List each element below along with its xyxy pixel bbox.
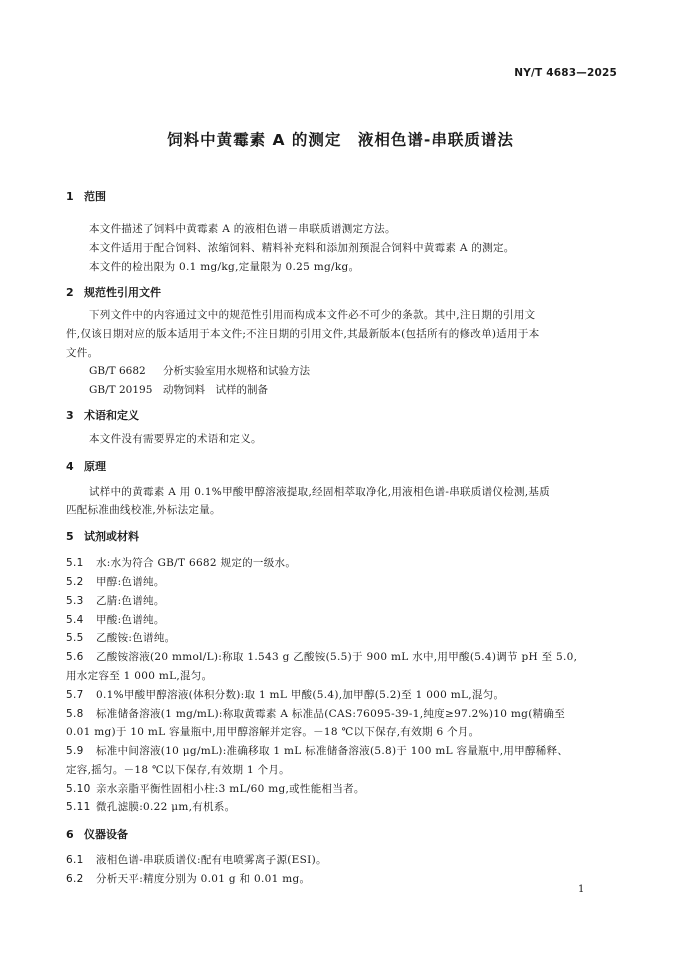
clause-text: 乙酸铵:色谱纯。 bbox=[96, 632, 176, 644]
clause-number: 5.2 bbox=[66, 576, 84, 588]
list-item bbox=[66, 630, 175, 645]
clause-number: 5.10 bbox=[66, 783, 91, 795]
clause-number: 5.4 bbox=[66, 614, 84, 626]
section-title: 仪器设备 bbox=[84, 828, 128, 841]
section-number: 6 bbox=[66, 828, 74, 841]
section-number: 5 bbox=[66, 530, 74, 543]
clause-text: 水:水为符合 GB/T 6682 规定的一级水。 bbox=[96, 557, 297, 569]
clause-text: 亲水亲脂平衡性固相小柱:3 mL/60 mg,或性能相当者。 bbox=[96, 783, 365, 795]
list-item bbox=[66, 799, 235, 814]
section-heading-5 bbox=[66, 528, 139, 544]
clause-continuation: 用水定容至 1 000 mL,混匀。 bbox=[66, 670, 213, 682]
clause-number: 5.1 bbox=[66, 557, 84, 569]
paragraph-line: 匹配标准曲线校准,外标法定量。 bbox=[66, 504, 221, 516]
paragraph-line: 文件。 bbox=[66, 347, 99, 359]
list-item bbox=[66, 706, 565, 721]
section-title: 范围 bbox=[84, 190, 106, 203]
section-title: 试剂或材料 bbox=[84, 530, 139, 543]
clause-continuation: 定容,摇匀。－18 ℃以下保存,有效期 1 个月。 bbox=[66, 764, 290, 776]
clause-continuation: 0.01 mg)于 10 mL 容量瓶中,用甲醇溶解并定容。－18 ℃以下保存,有效期 6 个月。 bbox=[66, 726, 480, 738]
clause-number: 5.7 bbox=[66, 689, 84, 701]
clause-text: 分析天平:精度分别为 0.01 g 和 0.01 mg。 bbox=[96, 873, 311, 885]
clause-number: 5.11 bbox=[66, 801, 91, 813]
section-number: 3 bbox=[66, 409, 74, 422]
reference-code: GB/T 6682 bbox=[89, 365, 146, 377]
section-heading-3 bbox=[66, 407, 139, 423]
clause-text: 标准中间溶液(10 μg/mL):准确移取 1 mL 标准储备溶液(5.8)于 100 mL 容量瓶中,用甲醇稀释、 bbox=[96, 745, 569, 757]
section-heading-2 bbox=[66, 284, 161, 300]
clause-text: 液相色谱-串联质谱仪:配有电喷雾离子源(ESI)。 bbox=[96, 854, 327, 866]
paragraph-line: 试样中的黄霉素 A 用 0.1%甲酸甲醇溶液提取,经固相萃取净化,用液相色谱-串联质谱仪检测,基质 bbox=[89, 486, 551, 498]
clause-text: 微孔滤膜:0.22 μm,有机系。 bbox=[96, 801, 236, 813]
clause-text: 乙腈:色谱纯。 bbox=[96, 595, 165, 607]
clause-text: 甲醇:色谱纯。 bbox=[96, 576, 165, 588]
section-heading-6 bbox=[66, 826, 128, 842]
clause-number: 5.6 bbox=[66, 651, 84, 663]
reference-code: GB/T 20195 bbox=[89, 384, 153, 396]
list-item bbox=[66, 743, 568, 758]
clause-text: 0.1%甲酸甲醇溶液(体积分数):取 1 mL 甲酸(5.4),加甲醇(5.2)至 1 000 mL,混匀。 bbox=[96, 689, 505, 701]
page-number: 1 bbox=[578, 884, 585, 895]
section-title: 规范性引用文件 bbox=[84, 286, 161, 299]
paragraph: 本文件描述了饲料中黄霉素 A 的液相色谱－串联质谱测定方法。 bbox=[89, 223, 396, 235]
section-heading-1 bbox=[66, 188, 106, 204]
normative-reference bbox=[89, 363, 310, 378]
reference-title: 动物饲料 试样的制备 bbox=[163, 384, 268, 396]
normative-reference bbox=[89, 382, 268, 397]
paragraph-line: 件,仅该日期对应的版本适用于本文件;不注日期的引用文件,其最新版本(包括所有的修改单)适用于本 bbox=[66, 328, 540, 340]
list-item bbox=[66, 687, 504, 702]
list-item bbox=[66, 574, 165, 589]
reference-title: 分析实验室用水规格和试验方法 bbox=[163, 365, 310, 377]
list-item bbox=[66, 593, 165, 608]
clause-number: 5.3 bbox=[66, 595, 84, 607]
section-number: 1 bbox=[66, 190, 74, 203]
clause-number: 5.5 bbox=[66, 632, 84, 644]
standard-number: NY/T 4683—2025 bbox=[514, 67, 617, 79]
list-item bbox=[66, 781, 365, 796]
clause-number: 6.1 bbox=[66, 854, 84, 866]
paragraph: 本文件没有需要界定的术语和定义。 bbox=[89, 433, 262, 445]
section-number: 4 bbox=[66, 460, 74, 473]
paragraph: 本文件适用于配合饲料、浓缩饲料、精料补充料和添加剂预混合饲料中黄霉素 A 的测定。 bbox=[89, 242, 515, 254]
section-heading-4 bbox=[66, 458, 106, 474]
clause-text: 乙酸铵溶液(20 mmol/L):称取 1.543 g 乙酸铵(5.5)于 900 mL 水中,用甲酸(5.4)调节 pH 至 5.0, bbox=[96, 651, 578, 663]
list-item bbox=[66, 649, 577, 664]
document-title: 饲料中黄霉素 A 的测定 液相色谱-串联质谱法 bbox=[167, 131, 514, 149]
section-title: 术语和定义 bbox=[84, 409, 139, 422]
clause-number: 6.2 bbox=[66, 873, 84, 885]
section-number: 2 bbox=[66, 286, 74, 299]
clause-text: 甲酸:色谱纯。 bbox=[96, 614, 165, 626]
section-title: 原理 bbox=[84, 460, 106, 473]
list-item bbox=[66, 555, 296, 570]
list-item bbox=[66, 871, 310, 886]
clause-number: 5.9 bbox=[66, 745, 84, 757]
clause-text: 标准储备溶液(1 mg/mL):称取黄霉素 A 标准品(CAS:76095-39-1,纯度≥97.2%)10 mg(精确至 bbox=[96, 708, 565, 720]
list-item bbox=[66, 852, 327, 867]
paragraph: 本文件的检出限为 0.1 mg/kg,定量限为 0.25 mg/kg。 bbox=[89, 261, 360, 273]
paragraph-line: 下列文件中的内容通过文中的规范性引用而构成本文件必不可少的条款。其中,注日期的引用文 bbox=[89, 309, 536, 321]
list-item bbox=[66, 612, 165, 627]
clause-number: 5.8 bbox=[66, 708, 84, 720]
